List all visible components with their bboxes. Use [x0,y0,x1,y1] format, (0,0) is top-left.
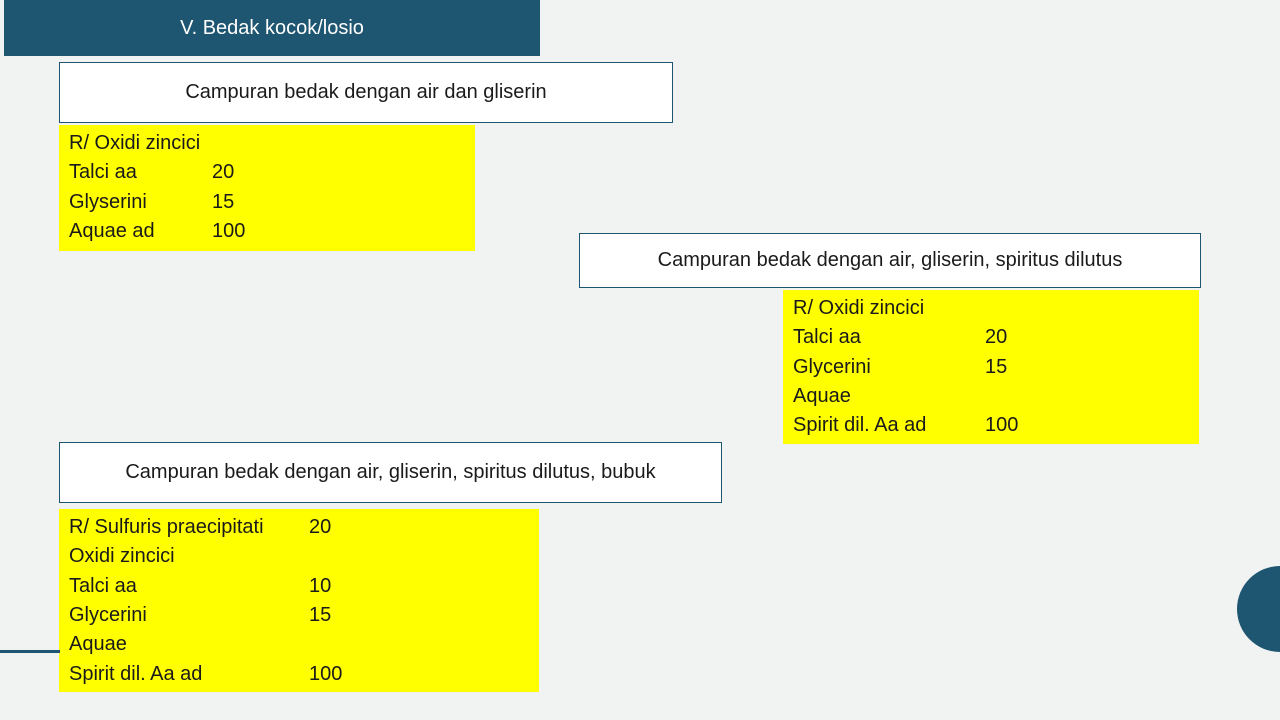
ingredient-name: Glycerini [69,604,147,627]
ingredient-name: Talci aa [793,326,861,349]
ingredient-name: Glycerini [793,355,871,378]
caption-section-2: Campuran bedak dengan air, gliserin, spiritus dilutus [579,233,1201,288]
prescription-block-1 [59,125,475,251]
ingredient-name: Aquae [69,633,127,656]
prescription-row [793,411,1189,440]
prescription-row [69,630,529,659]
prescription-row [69,158,465,187]
ingredient-name: R/ Oxidi zincici [69,132,201,155]
prescription-row [69,572,529,601]
ingredient-quantity: 100 [212,220,246,243]
ingredient-name: R/ Sulfuris praecipitati [69,516,264,539]
ingredient-quantity: 100 [309,662,343,685]
prescription-row [793,353,1189,382]
prescription-row [69,513,529,542]
caption-section-3: Campuran bedak dengan air, gliserin, spiritus dilutus, bubuk [59,442,722,503]
prescription-row [793,382,1189,411]
ingredient-name: Oxidi zincici [69,545,175,568]
ingredient-quantity: 20 [212,161,235,184]
ingredient-name: R/ Oxidi zincici [793,297,925,320]
prescription-row [69,601,529,630]
ingredient-quantity: 15 [309,604,332,627]
ingredient-name: Aquae ad [69,220,155,243]
ingredient-quantity: 100 [985,414,1019,437]
ingredient-name: Talci aa [69,161,137,184]
ingredient-name: Glyserini [69,190,147,213]
ingredient-quantity: 15 [212,190,235,213]
prescription-row [69,129,465,158]
prescription-block-3 [59,509,539,692]
prescription-block-2 [783,290,1199,444]
ingredient-name: Spirit dil. Aa ad [69,662,203,685]
decorative-line [0,650,60,653]
prescription-row [793,294,1189,323]
ingredient-quantity: 10 [309,574,332,597]
decorative-circle [1237,566,1280,652]
caption-section-1: Campuran bedak dengan air dan gliserin [59,62,673,123]
prescription-row [69,217,465,246]
ingredient-quantity: 15 [985,355,1008,378]
ingredient-quantity: 20 [985,326,1008,349]
prescription-row [69,188,465,217]
ingredient-name: Talci aa [69,574,137,597]
prescription-row [69,542,529,571]
ingredient-name: Aquae [793,385,851,408]
prescription-row [69,659,529,688]
ingredient-quantity: 20 [309,516,332,539]
slide-title: V. Bedak kocok/losio [4,0,540,56]
ingredient-name: Spirit dil. Aa ad [793,414,927,437]
prescription-row [793,323,1189,352]
